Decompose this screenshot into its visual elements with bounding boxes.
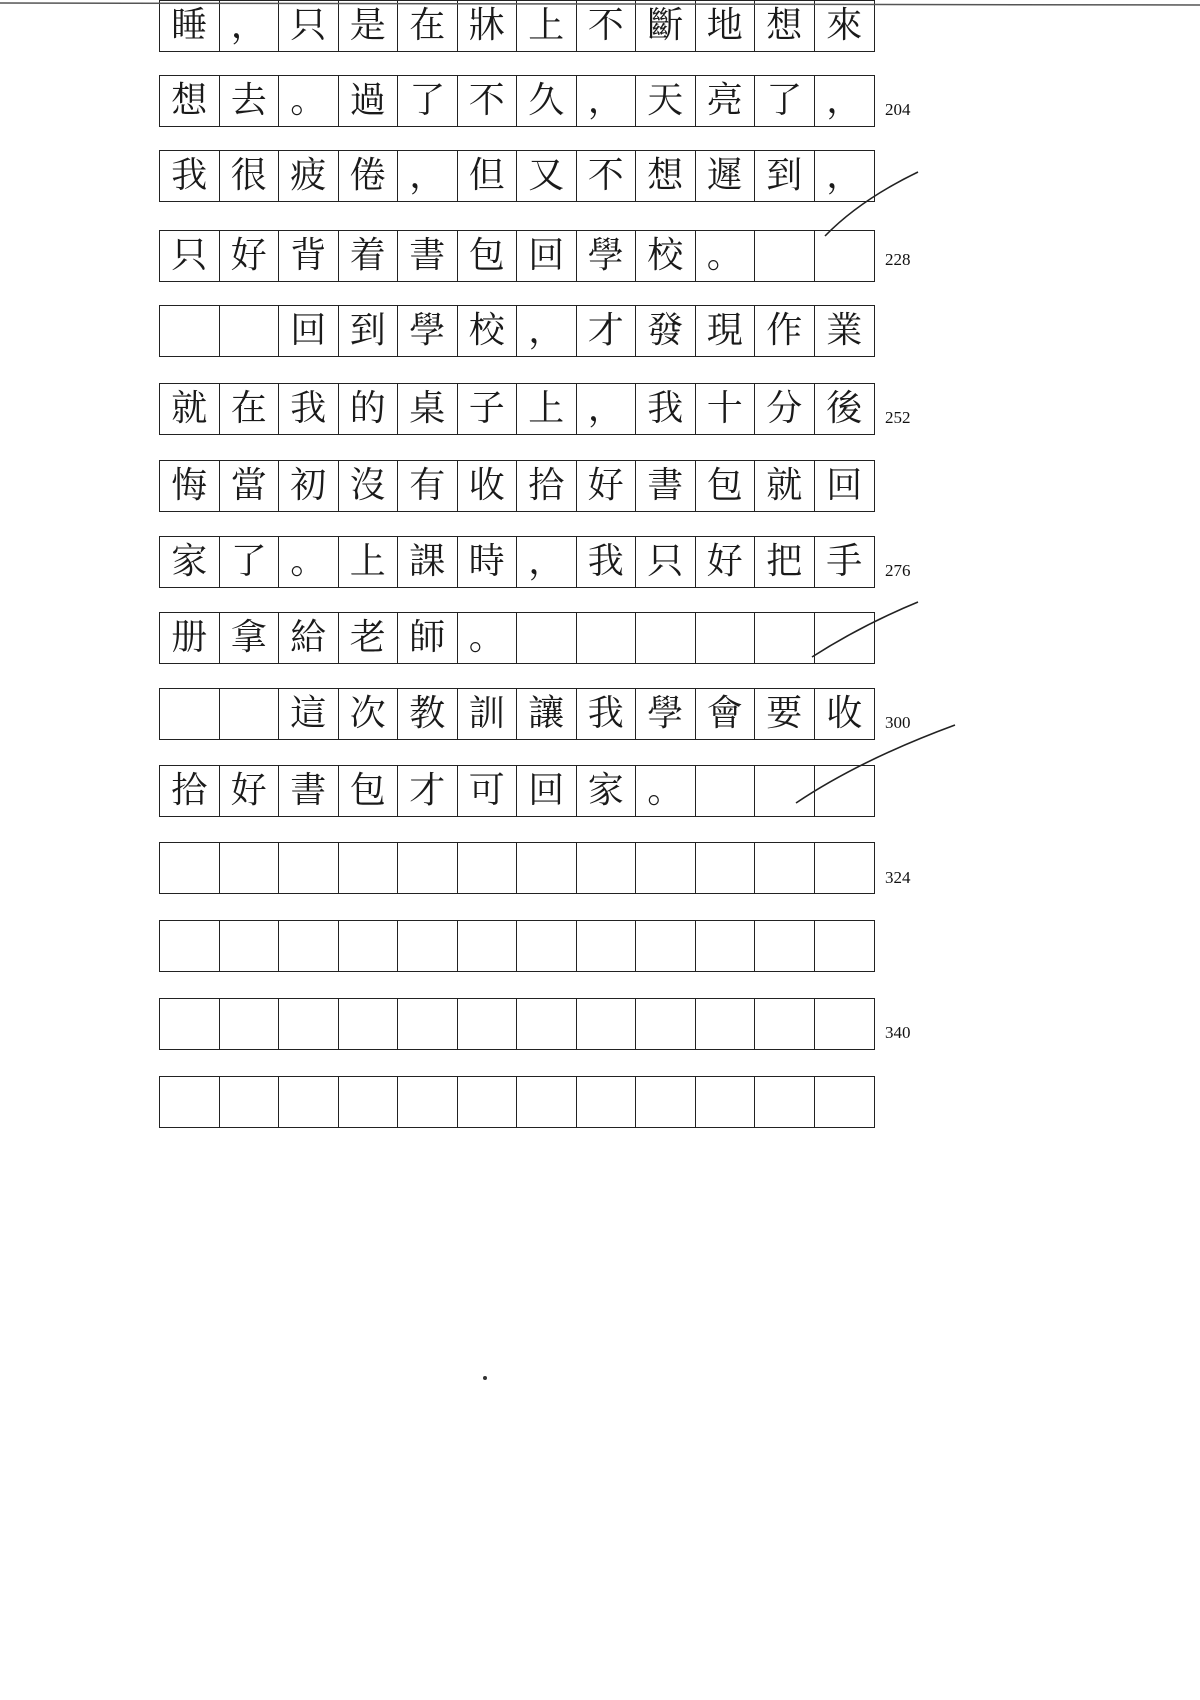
grid-cell bbox=[815, 613, 875, 663]
grid-cell: 訓 bbox=[458, 689, 518, 739]
grid-cell: 只 bbox=[279, 1, 339, 51]
grid-cell bbox=[577, 999, 637, 1049]
grid-cell: ， bbox=[826, 80, 863, 121]
grid-cell: 只 bbox=[636, 537, 696, 587]
grid-cell bbox=[636, 999, 696, 1049]
word-count-label: 204 bbox=[885, 100, 911, 119]
grid-cell: 學 bbox=[636, 689, 696, 739]
grid-cell: 老 bbox=[339, 613, 399, 663]
grid-cell bbox=[458, 999, 518, 1049]
grid-cell bbox=[755, 613, 815, 663]
grid-cell bbox=[517, 1077, 577, 1127]
grid-cell: 。 bbox=[279, 76, 339, 126]
grid-cell: 册 bbox=[160, 613, 220, 663]
grid-cell: 會 bbox=[696, 689, 756, 739]
grid-cell: 拾 bbox=[160, 766, 220, 816]
grid-cell: 想 bbox=[160, 76, 220, 126]
grid-cell bbox=[815, 1077, 875, 1127]
grid-cell bbox=[220, 921, 280, 971]
grid-cell: 在 bbox=[220, 384, 280, 434]
grid-cell bbox=[696, 999, 756, 1049]
grid-cell bbox=[636, 613, 696, 663]
grid-cell: 這 bbox=[279, 689, 339, 739]
grid-cell: 學 bbox=[398, 306, 458, 356]
grid-cell: 到 bbox=[755, 151, 815, 201]
grid-cell bbox=[279, 843, 339, 893]
grid-cell bbox=[398, 843, 458, 893]
grid-cell bbox=[339, 1077, 399, 1127]
grid-cell bbox=[458, 843, 518, 893]
grid-cell bbox=[696, 766, 756, 816]
grid-cell: 亮 bbox=[696, 76, 756, 126]
grid-cell: 手 bbox=[826, 541, 863, 582]
grid-cell: 了 bbox=[755, 76, 815, 126]
grid-cell bbox=[398, 921, 458, 971]
grid-cell: ， bbox=[517, 537, 577, 587]
grid-cell bbox=[160, 306, 220, 356]
grid-cell bbox=[815, 843, 875, 893]
grid-cell bbox=[279, 921, 339, 971]
grid-cell bbox=[160, 1077, 220, 1127]
grid-row bbox=[159, 383, 875, 435]
grid-cell: 包 bbox=[458, 231, 518, 281]
grid-cell bbox=[636, 921, 696, 971]
grid-cell: 不 bbox=[458, 76, 518, 126]
grid-cell: ， bbox=[517, 306, 577, 356]
grid-cell: 學 bbox=[577, 231, 637, 281]
grid-cell: 不 bbox=[577, 151, 637, 201]
grid-cell: 我 bbox=[577, 537, 637, 587]
grid-cell bbox=[755, 921, 815, 971]
grid-cell: 校 bbox=[636, 231, 696, 281]
grid-row bbox=[159, 612, 875, 664]
grid-cell: 要 bbox=[755, 689, 815, 739]
grid-cell: 。 bbox=[279, 537, 339, 587]
grid-cell bbox=[755, 231, 815, 281]
grid-cell: 書 bbox=[398, 231, 458, 281]
grid-cell: 我 bbox=[577, 689, 637, 739]
grid-cell: 書 bbox=[279, 766, 339, 816]
grid-cell: 很 bbox=[220, 151, 280, 201]
grid-row bbox=[159, 1076, 875, 1128]
grid-cell: 把 bbox=[755, 537, 815, 587]
grid-cell bbox=[755, 843, 815, 893]
grid-cell: 課 bbox=[398, 537, 458, 587]
grid-cell bbox=[160, 921, 220, 971]
grid-cell: 拾 bbox=[517, 461, 577, 511]
grid-cell: 好 bbox=[577, 461, 637, 511]
grid-cell: 。 bbox=[636, 766, 696, 816]
grid-cell bbox=[517, 843, 577, 893]
word-count-label: 276 bbox=[885, 561, 911, 580]
grid-cell bbox=[160, 689, 220, 739]
grid-cell: 回 bbox=[517, 766, 577, 816]
grid-cell bbox=[220, 689, 280, 739]
grid-cell: 收 bbox=[826, 693, 863, 734]
grid-cell: 拿 bbox=[220, 613, 280, 663]
grid-cell bbox=[696, 921, 756, 971]
grid-cell bbox=[815, 999, 875, 1049]
grid-cell: 家 bbox=[577, 766, 637, 816]
grid-cell bbox=[458, 921, 518, 971]
grid-cell bbox=[755, 1077, 815, 1127]
grid-cell bbox=[160, 999, 220, 1049]
grid-cell bbox=[279, 999, 339, 1049]
grid-cell: 給 bbox=[279, 613, 339, 663]
grid-cell bbox=[517, 613, 577, 663]
grid-cell: 去 bbox=[220, 76, 280, 126]
grid-cell bbox=[160, 843, 220, 893]
grid-cell: 想 bbox=[636, 151, 696, 201]
grid-cell bbox=[220, 1077, 280, 1127]
grid-cell: 時 bbox=[458, 537, 518, 587]
word-count-label: 300 bbox=[885, 713, 911, 732]
grid-cell: ， bbox=[220, 1, 280, 51]
grid-cell bbox=[517, 999, 577, 1049]
grid-cell: 桌 bbox=[398, 384, 458, 434]
grid-cell: 倦 bbox=[339, 151, 399, 201]
grid-cell: 只 bbox=[160, 231, 220, 281]
grid-cell bbox=[339, 999, 399, 1049]
grid-cell: 才 bbox=[398, 766, 458, 816]
grid-cell: 讓 bbox=[517, 689, 577, 739]
grid-cell: 又 bbox=[517, 151, 577, 201]
grid-cell bbox=[220, 843, 280, 893]
grid-cell bbox=[577, 613, 637, 663]
grid-row bbox=[159, 230, 875, 282]
grid-cell: 初 bbox=[279, 461, 339, 511]
grid-cell: 斷 bbox=[636, 1, 696, 51]
grid-cell: 十 bbox=[696, 384, 756, 434]
grid-cell: 上 bbox=[339, 537, 399, 587]
grid-row bbox=[159, 920, 875, 972]
grid-cell: 師 bbox=[398, 613, 458, 663]
grid-cell: 了 bbox=[398, 76, 458, 126]
grid-cell: 但 bbox=[458, 151, 518, 201]
grid-cell: 。 bbox=[458, 613, 518, 663]
grid-cell bbox=[815, 766, 875, 816]
grid-cell bbox=[220, 999, 280, 1049]
grid-row bbox=[159, 536, 875, 588]
grid-row bbox=[159, 75, 875, 127]
ink-dot bbox=[483, 1376, 487, 1380]
grid-cell: 發 bbox=[636, 306, 696, 356]
grid-cell bbox=[458, 1077, 518, 1127]
grid-cell: 悔 bbox=[160, 461, 220, 511]
grid-cell bbox=[577, 921, 637, 971]
grid-cell: 牀 bbox=[458, 1, 518, 51]
word-count-label: 340 bbox=[885, 1023, 911, 1042]
grid-cell bbox=[696, 613, 756, 663]
grid-cell bbox=[279, 1077, 339, 1127]
grid-cell: 不 bbox=[577, 1, 637, 51]
grid-cell: 我 bbox=[279, 384, 339, 434]
grid-row bbox=[159, 305, 875, 357]
grid-cell: 次 bbox=[339, 689, 399, 739]
grid-cell bbox=[815, 921, 875, 971]
grid-cell: ， bbox=[398, 151, 458, 201]
grid-cell: 久 bbox=[517, 76, 577, 126]
word-count-label: 252 bbox=[885, 408, 911, 427]
grid-cell: 教 bbox=[398, 689, 458, 739]
grid-cell: 過 bbox=[339, 76, 399, 126]
grid-cell: 遲 bbox=[696, 151, 756, 201]
grid-cell: 分 bbox=[755, 384, 815, 434]
word-count-label: 324 bbox=[885, 868, 911, 887]
grid-cell bbox=[339, 921, 399, 971]
grid-cell: 後 bbox=[826, 388, 863, 429]
grid-cell: 現 bbox=[696, 306, 756, 356]
grid-cell: 到 bbox=[339, 306, 399, 356]
grid-cell bbox=[339, 843, 399, 893]
grid-cell: 上 bbox=[517, 384, 577, 434]
grid-row bbox=[159, 0, 875, 52]
grid-cell: 的 bbox=[339, 384, 399, 434]
grid-cell bbox=[636, 843, 696, 893]
grid-row bbox=[159, 460, 875, 512]
grid-cell: 子 bbox=[458, 384, 518, 434]
grid-cell: 就 bbox=[755, 461, 815, 511]
grid-row bbox=[159, 150, 875, 202]
grid-row bbox=[159, 998, 875, 1050]
grid-cell: 地 bbox=[696, 1, 756, 51]
grid-cell bbox=[398, 1077, 458, 1127]
grid-cell: 包 bbox=[696, 461, 756, 511]
grid-cell bbox=[577, 843, 637, 893]
grid-cell: 背 bbox=[279, 231, 339, 281]
grid-cell: 疲 bbox=[279, 151, 339, 201]
grid-cell: 收 bbox=[458, 461, 518, 511]
grid-cell: 想 bbox=[755, 1, 815, 51]
grid-cell bbox=[220, 306, 280, 356]
grid-cell: 回 bbox=[279, 306, 339, 356]
grid-cell: 了 bbox=[220, 537, 280, 587]
grid-cell: 在 bbox=[398, 1, 458, 51]
grid-cell: 作 bbox=[755, 306, 815, 356]
grid-cell: 我 bbox=[636, 384, 696, 434]
grid-cell bbox=[636, 1077, 696, 1127]
grid-cell bbox=[755, 766, 815, 816]
grid-cell bbox=[815, 231, 875, 281]
grid-cell: ， bbox=[577, 76, 637, 126]
grid-cell: 天 bbox=[636, 76, 696, 126]
grid-cell: 我 bbox=[160, 151, 220, 201]
grid-cell: 有 bbox=[398, 461, 458, 511]
grid-cell: 着 bbox=[339, 231, 399, 281]
grid-cell: 就 bbox=[160, 384, 220, 434]
grid-cell: 是 bbox=[339, 1, 399, 51]
grid-cell: 好 bbox=[696, 537, 756, 587]
grid-cell: 沒 bbox=[339, 461, 399, 511]
grid-cell: ， bbox=[577, 384, 637, 434]
grid-cell: 好 bbox=[220, 231, 280, 281]
grid-cell bbox=[696, 1077, 756, 1127]
grid-cell: 上 bbox=[517, 1, 577, 51]
grid-row bbox=[159, 842, 875, 894]
grid-cell bbox=[696, 843, 756, 893]
grid-cell: 才 bbox=[577, 306, 637, 356]
grid-cell: 睡 bbox=[160, 1, 220, 51]
grid-cell bbox=[398, 999, 458, 1049]
grid-cell: 回 bbox=[826, 465, 863, 506]
grid-row bbox=[159, 765, 875, 817]
grid-cell: ， bbox=[826, 155, 863, 196]
grid-cell bbox=[517, 921, 577, 971]
grid-cell: 回 bbox=[517, 231, 577, 281]
grid-cell: 包 bbox=[339, 766, 399, 816]
grid-cell: 好 bbox=[220, 766, 280, 816]
grid-cell: 可 bbox=[458, 766, 518, 816]
word-count-label: 228 bbox=[885, 250, 911, 269]
grid-cell bbox=[755, 999, 815, 1049]
grid-row bbox=[159, 688, 875, 740]
grid-cell: 書 bbox=[636, 461, 696, 511]
grid-cell bbox=[577, 1077, 637, 1127]
grid-cell: 。 bbox=[696, 231, 756, 281]
grid-cell: 家 bbox=[160, 537, 220, 587]
grid-cell: 來 bbox=[826, 5, 863, 46]
grid-cell: 業 bbox=[826, 310, 863, 351]
grid-cell: 當 bbox=[220, 461, 280, 511]
grid-cell: 校 bbox=[458, 306, 518, 356]
